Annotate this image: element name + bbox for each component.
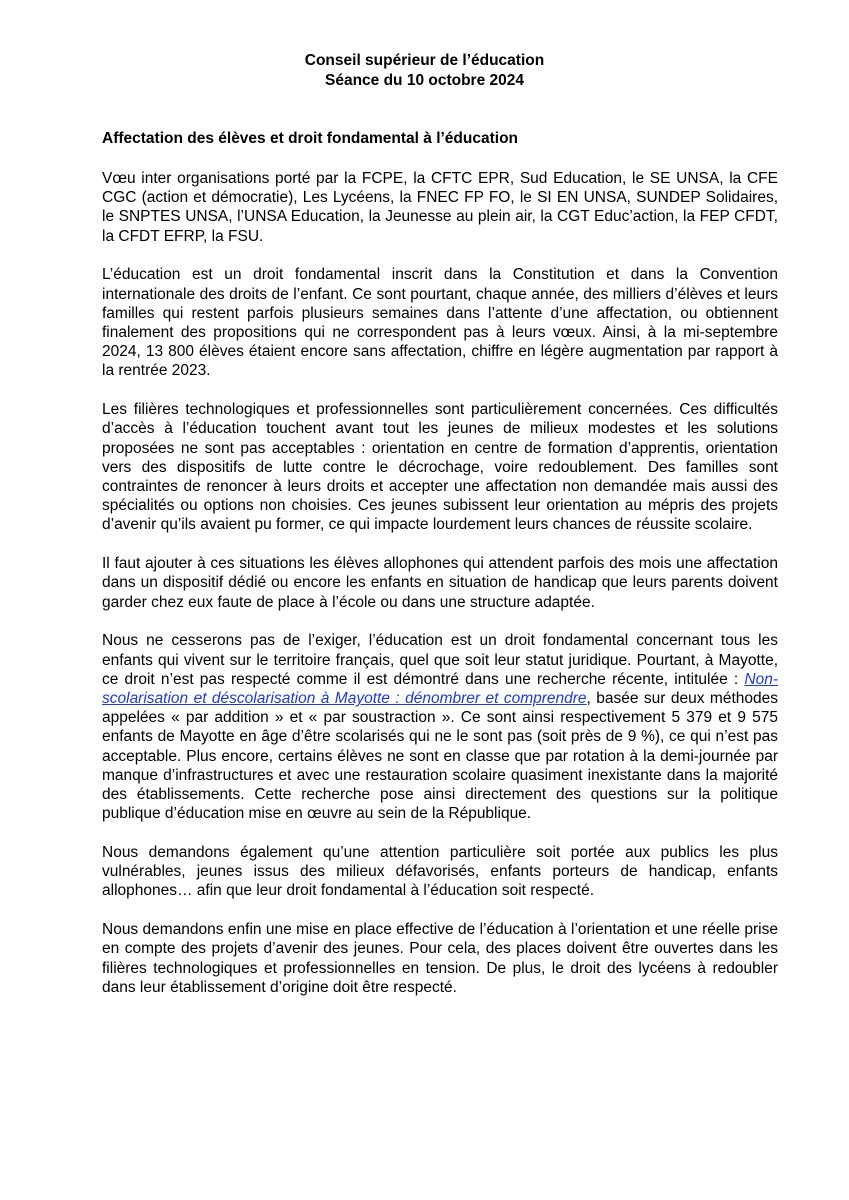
paragraph-right-to-education: L’éducation est un droit fondamental inscrit dans la Constitution et dans la Convention internationale des droits de l’enfant. Ce sont pourtant, chaque année, des milliers d’élèves et leurs familles qui restent parfois plusieurs semaines dans l’attente d’une affectation, ou obtiennent finalement des propositions qui ne correspondent pas à leurs vœux. Ainsi, à la mi-septembre 2024, 13 800 élèves étaient encore sans affectation, chiffre en légère augmentation par rapport à la rentrée 2023. xyxy=(102,266,778,380)
document-header xyxy=(0,51,849,91)
header-council-name: Conseil supérieur de l’éducation xyxy=(304,52,545,69)
paragraph-vocational-tracks: Les filières technologiques et professionnelles sont particulièrement concernées. Ces difficultés d’accès à l’éducation touchent avant tout les jeunes de milieux modestes et les solutions proposées ne sont pas acceptables : orientation en centre de formation d’apprentis, orientation vers des dispositifs de lutte contre le décrochage, voire redoublement. Des familles sont contraintes de renoncer à leurs droits et accepter une affectation non demandée mais aussi des spécialités ou options non choisies. Ces jeunes subissent leur orientation au mépris des projets d’avenir qu’ils avaient pu former, ce qui impacte lourdement leurs chances de réussite scolaire. xyxy=(102,401,778,534)
document-title: Affectation des élèves et droit fondamental à l’éducation xyxy=(102,130,519,147)
paragraph-allophone-disability: Il faut ajouter à ces situations les élèves allophones qui attendent parfois des mois une affectation dans un dispositif dédié ou encore les enfants en situation de handicap que leurs parents doivent garder chez eux faute de place à l’école ou dans une structure adaptée. xyxy=(102,555,778,611)
paragraph-mayotte-intro: Nous ne cesserons pas de l’exiger, l’éducation est un droit fondamental concernant tous les enfants qui vivent sur le territoire français, quel que soit leur statut juridique. Pourtant, à Mayotte, ce droit n’est pas respecté comme il est démontré dans une recherche récente, intitulée : xyxy=(102,632,778,688)
paragraph-vulnerable-publics: Nous demandons également qu’une attention particulière soit portée aux publics les plus vulnérables, jeunes issus des milieux défavorisés, enfants porteurs de handicap, enfants allophones… afin que leur droit fondamental à l’éducation soit respecté. xyxy=(102,844,778,900)
paragraph-mayotte-rest: , basée sur deux méthodes appelées « par addition » et « par soustraction ». Ce sont ainsi respectivement 5 379 et 9 575 enfants de Mayotte en âge d’être scolarisés qui ne le sont pas (soit près de 9 %), ce qui n’est pas acceptable. Plus encore, certains élèves ne sont en classe que par rotation à la demi-journée par manque d’infrastructures et avec une restauration scolaire quasiment inexistante dans la majorité des établissements. Cette recherche pose ainsi directement des questions sur la politique publique d’éducation mise en œuvre au sein de la République. xyxy=(102,690,778,823)
paragraph-orientation: Nous demandons enfin une mise en place effective de l’éducation à l’orientation et une réelle prise en compte des projets d’avenir des jeunes. Pour cela, des places doivent être ouvertes dans les filières technologiques et professionnelles en tension. De plus, le droit des lycéens à redoubler dans leur établissement d’origine doit être respecté. xyxy=(102,921,778,996)
paragraph-mayotte xyxy=(102,631,778,823)
paragraph-signatories: Vœu inter organisations porté par la FCPE, la CFTC EPR, Sud Education, le SE UNSA, la CFE CGC (action et démocratie), Les Lycéens, la FNEC FP FO, le SI EN UNSA, SUNDEP Solidaires, le SNPTES UNSA, l’UNSA Education, la Jeunesse au plein air, la CGT Educ’action, la FEP CFDT, la CFDT EFRP, la FSU. xyxy=(102,170,778,245)
header-session-date: Séance du 10 octobre 2024 xyxy=(324,72,524,89)
research-link[interactable]: Non-scolarisation et déscolarisation à Mayotte : dénombrer et comprendre xyxy=(102,670,778,708)
document-body xyxy=(102,169,778,1017)
